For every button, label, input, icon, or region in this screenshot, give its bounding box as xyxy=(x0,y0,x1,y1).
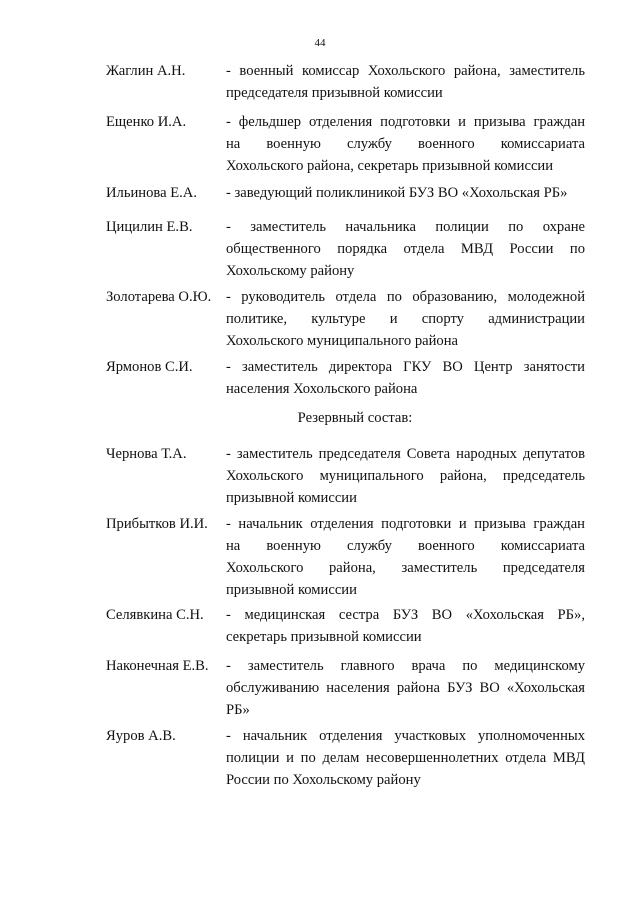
member-role: - заместитель главного врача по медицинскому обслуживанию населения района БУЗ ВО «Хохольская РБ» xyxy=(226,658,585,718)
member-role: - заместитель председателя Совета народных депутатов Хохольского муниципального района, председатель призывной комиссии xyxy=(226,446,585,506)
member-role: - руководитель отдела по образованию, молодежной политике, культуре и спорту администрации Хохольского муниципального района xyxy=(226,289,585,349)
member-name: Прибытков И.И. xyxy=(106,516,208,532)
member-name: Ильинова Е.А. xyxy=(106,185,197,201)
member-role: - фельдшер отделения подготовки и призыва граждан на военную службу военного комиссариата Хохольского района, секретарь призывной комиссии xyxy=(226,114,585,174)
member-name: Чернова Т.А. xyxy=(106,446,187,462)
page-number: 44 xyxy=(314,37,326,49)
member-role: - начальник отделения участковых уполномоченных полиции и по делам несовершеннолетних отдела МВД России по Хохольскому району xyxy=(226,728,585,788)
member-name: Ярмонов С.И. xyxy=(106,359,193,375)
member-name: Селявкина С.Н. xyxy=(106,607,204,623)
member-role: - заведующий поликлиникой БУЗ ВО «Хохольская РБ» xyxy=(226,185,568,201)
reserve-heading: Резервный состав: xyxy=(297,410,413,426)
member-name: Ещенко И.А. xyxy=(106,114,187,130)
member-role: - медицинская сестра БУЗ ВО «Хохольская РБ», секретарь призывной комиссии xyxy=(226,607,585,645)
member-role: - заместитель начальника полиции по охране общественного порядка отдела МВД России по Хохольскому району xyxy=(226,219,585,279)
member-role: - заместитель директора ГКУ ВО Центр занятости населения Хохольского района xyxy=(226,359,585,397)
member-name: Наконечная Е.В. xyxy=(106,658,209,674)
member-role: - начальник отделения подготовки и призыва граждан на военную службу военного комиссариата Хохольского района, заместитель председателя призывной комиссии xyxy=(226,516,585,598)
member-name: Цицилин Е.В. xyxy=(106,219,193,235)
member-name: Жаглин А.Н. xyxy=(106,63,186,79)
member-role: - военный комиссар Хохольского района, заместитель председателя призывной комиссии xyxy=(226,63,585,101)
member-name: Яуров А.В. xyxy=(106,728,176,744)
member-name: Золотарева О.Ю. xyxy=(106,289,212,305)
